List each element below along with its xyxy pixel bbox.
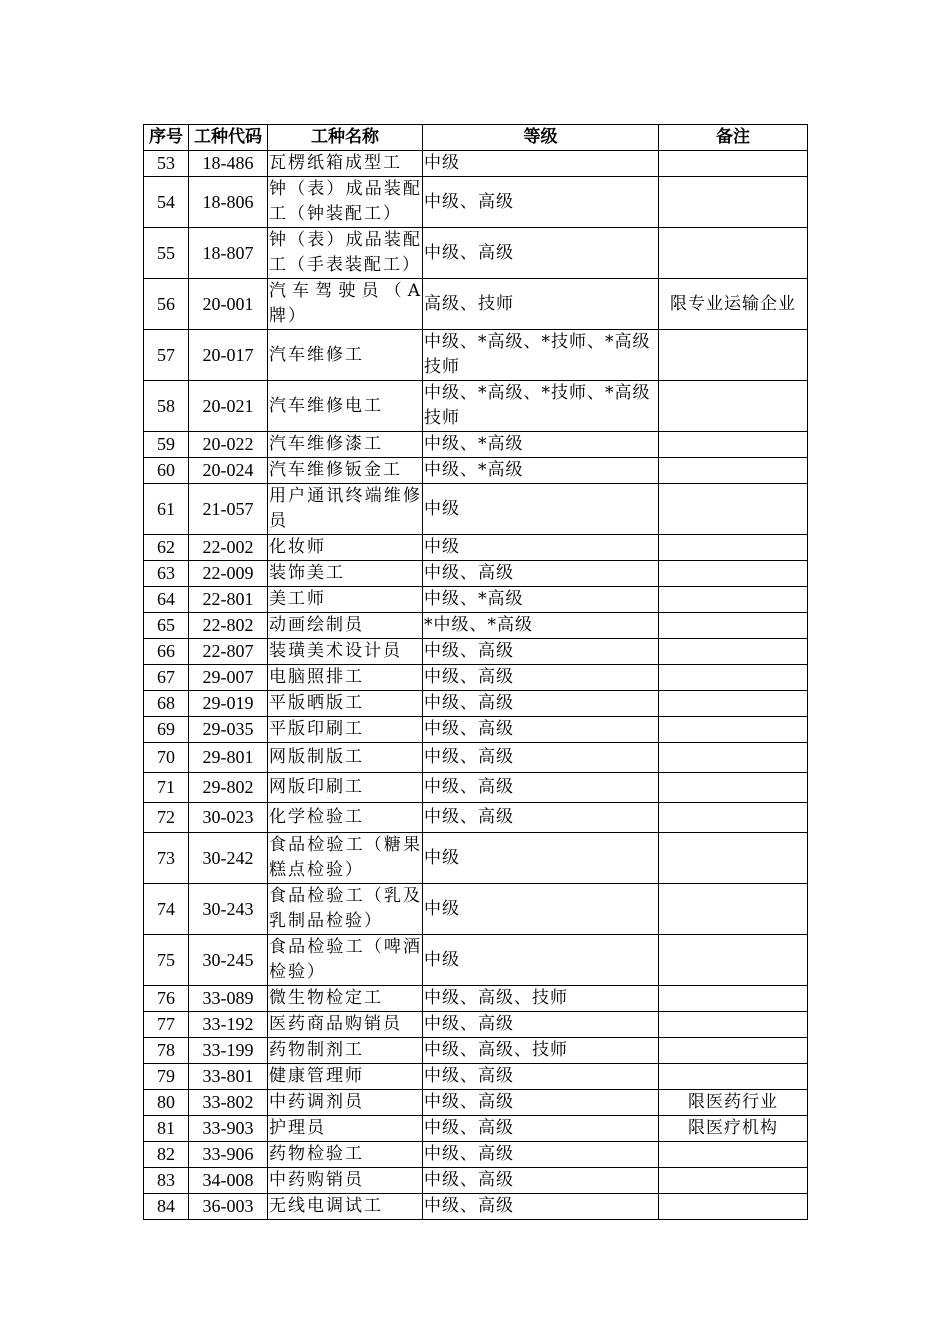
table-row (144, 665, 808, 691)
cell-seq: 58 (144, 381, 189, 432)
table-row (144, 986, 808, 1012)
cell-level: 中级、高级 (423, 665, 659, 691)
cell-level: 中级 (423, 484, 659, 535)
cell-seq: 84 (144, 1194, 189, 1220)
cell-name: 汽车维修钣金工 (268, 458, 423, 484)
cell-name: 汽车驾驶员（A牌） (268, 279, 423, 330)
cell-code: 30-242 (189, 833, 268, 884)
cell-note (659, 458, 808, 484)
cell-code: 22-009 (189, 561, 268, 587)
cell-note (659, 484, 808, 535)
cell-code: 29-801 (189, 743, 268, 773)
cell-seq: 67 (144, 665, 189, 691)
cell-seq: 55 (144, 228, 189, 279)
cell-level: 中级、*高级 (423, 432, 659, 458)
cell-note (659, 1142, 808, 1168)
cell-note: 限专业运输企业 (659, 279, 808, 330)
cell-seq: 73 (144, 833, 189, 884)
cell-name: 用户通讯终端维修员 (268, 484, 423, 535)
cell-seq: 74 (144, 884, 189, 935)
cell-name: 美工师 (268, 587, 423, 613)
cell-note (659, 228, 808, 279)
cell-note (659, 803, 808, 833)
cell-name: 健康管理师 (268, 1064, 423, 1090)
cell-seq: 59 (144, 432, 189, 458)
cell-name: 汽车维修电工 (268, 381, 423, 432)
cell-level: 中级、*高级 (423, 587, 659, 613)
cell-seq: 57 (144, 330, 189, 381)
cell-seq: 62 (144, 535, 189, 561)
cell-code: 22-802 (189, 613, 268, 639)
cell-name: 装璜美术设计员 (268, 639, 423, 665)
cell-code: 36-003 (189, 1194, 268, 1220)
cell-note (659, 381, 808, 432)
cell-note (659, 613, 808, 639)
cell-seq: 77 (144, 1012, 189, 1038)
cell-name: 食品检验工（糖果糕点检验） (268, 833, 423, 884)
cell-note: 限医疗机构 (659, 1116, 808, 1142)
cell-level: 中级、高级 (423, 1064, 659, 1090)
cell-level: 中级、高级、技师 (423, 986, 659, 1012)
cell-code: 20-001 (189, 279, 268, 330)
cell-seq: 61 (144, 484, 189, 535)
table-row (144, 484, 808, 535)
cell-level: 中级、*高级 (423, 458, 659, 484)
table-row (144, 1168, 808, 1194)
cell-code: 33-801 (189, 1064, 268, 1090)
cell-note (659, 884, 808, 935)
header-note: 备注 (659, 125, 808, 151)
cell-level: 中级 (423, 833, 659, 884)
table-header-row (144, 125, 808, 151)
cell-level: 中级、*高级、*技师、*高级技师 (423, 381, 659, 432)
table-row (144, 228, 808, 279)
cell-note (659, 833, 808, 884)
table-row (144, 691, 808, 717)
cell-seq: 72 (144, 803, 189, 833)
cell-seq: 53 (144, 151, 189, 177)
cell-level: 中级、高级 (423, 773, 659, 803)
cell-name: 钟（表）成品装配工（钟装配工） (268, 177, 423, 228)
cell-level: *中级、*高级 (423, 613, 659, 639)
cell-seq: 54 (144, 177, 189, 228)
cell-note: 限医药行业 (659, 1090, 808, 1116)
table-row (144, 330, 808, 381)
cell-code: 33-199 (189, 1038, 268, 1064)
cell-name: 平版晒版工 (268, 691, 423, 717)
cell-note (659, 743, 808, 773)
table-row (144, 717, 808, 743)
table-row (144, 587, 808, 613)
cell-note (659, 935, 808, 986)
cell-note (659, 691, 808, 717)
cell-code: 33-089 (189, 986, 268, 1012)
cell-seq: 56 (144, 279, 189, 330)
table-row (144, 884, 808, 935)
header-code: 工种代码 (189, 125, 268, 151)
cell-code: 33-802 (189, 1090, 268, 1116)
cell-name: 平版印刷工 (268, 717, 423, 743)
cell-seq: 68 (144, 691, 189, 717)
cell-code: 29-802 (189, 773, 268, 803)
cell-code: 22-002 (189, 535, 268, 561)
cell-level: 中级、*高级、*技师、*高级技师 (423, 330, 659, 381)
table-row (144, 1142, 808, 1168)
cell-name: 中药购销员 (268, 1168, 423, 1194)
cell-note (659, 986, 808, 1012)
table-row (144, 639, 808, 665)
table-row (144, 1116, 808, 1142)
occupation-table (143, 124, 808, 1220)
table-row (144, 743, 808, 773)
cell-seq: 71 (144, 773, 189, 803)
header-level: 等级 (423, 125, 659, 151)
cell-seq: 75 (144, 935, 189, 986)
cell-note (659, 665, 808, 691)
cell-seq: 69 (144, 717, 189, 743)
cell-name: 食品检验工（乳及乳制品检验） (268, 884, 423, 935)
cell-name: 网版制版工 (268, 743, 423, 773)
table-row (144, 458, 808, 484)
cell-code: 29-035 (189, 717, 268, 743)
cell-note (659, 639, 808, 665)
cell-name: 电脑照排工 (268, 665, 423, 691)
table-row (144, 1090, 808, 1116)
table-row (144, 279, 808, 330)
cell-level: 中级、高级 (423, 639, 659, 665)
cell-name: 中药调剂员 (268, 1090, 423, 1116)
cell-name: 化学检验工 (268, 803, 423, 833)
cell-note (659, 432, 808, 458)
cell-code: 30-023 (189, 803, 268, 833)
cell-name: 钟（表）成品装配工（手表装配工） (268, 228, 423, 279)
cell-code: 21-057 (189, 484, 268, 535)
cell-name: 网版印刷工 (268, 773, 423, 803)
cell-level: 中级、高级 (423, 803, 659, 833)
cell-name: 护理员 (268, 1116, 423, 1142)
header-name: 工种名称 (268, 125, 423, 151)
cell-seq: 65 (144, 613, 189, 639)
cell-code: 34-008 (189, 1168, 268, 1194)
table-body (144, 151, 808, 1220)
cell-code: 18-806 (189, 177, 268, 228)
cell-seq: 81 (144, 1116, 189, 1142)
cell-code: 20-022 (189, 432, 268, 458)
cell-code: 18-807 (189, 228, 268, 279)
cell-code: 20-024 (189, 458, 268, 484)
cell-level: 中级、高级 (423, 743, 659, 773)
cell-level: 中级 (423, 535, 659, 561)
table-row (144, 1012, 808, 1038)
cell-seq: 79 (144, 1064, 189, 1090)
cell-note (659, 587, 808, 613)
cell-seq: 66 (144, 639, 189, 665)
cell-name: 汽车维修工 (268, 330, 423, 381)
cell-name: 汽车维修漆工 (268, 432, 423, 458)
cell-code: 30-243 (189, 884, 268, 935)
cell-name: 药物检验工 (268, 1142, 423, 1168)
cell-name: 医药商品购销员 (268, 1012, 423, 1038)
table-row (144, 381, 808, 432)
cell-code: 22-801 (189, 587, 268, 613)
cell-name: 药物制剂工 (268, 1038, 423, 1064)
cell-code: 30-245 (189, 935, 268, 986)
table-row (144, 1064, 808, 1090)
cell-seq: 80 (144, 1090, 189, 1116)
cell-note (659, 1194, 808, 1220)
table-row (144, 151, 808, 177)
cell-seq: 82 (144, 1142, 189, 1168)
table-row (144, 935, 808, 986)
table-row (144, 613, 808, 639)
cell-level: 中级、高级 (423, 1142, 659, 1168)
table-row (144, 1038, 808, 1064)
table-row (144, 535, 808, 561)
cell-note (659, 535, 808, 561)
cell-name: 微生物检定工 (268, 986, 423, 1012)
cell-code: 29-019 (189, 691, 268, 717)
cell-level: 中级、高级 (423, 1168, 659, 1194)
cell-level: 中级、高级、技师 (423, 1038, 659, 1064)
cell-level: 高级、技师 (423, 279, 659, 330)
cell-note (659, 561, 808, 587)
cell-note (659, 1012, 808, 1038)
cell-level: 中级 (423, 935, 659, 986)
cell-note (659, 330, 808, 381)
cell-seq: 70 (144, 743, 189, 773)
table-row (144, 803, 808, 833)
cell-level: 中级、高级 (423, 691, 659, 717)
cell-seq: 64 (144, 587, 189, 613)
cell-seq: 78 (144, 1038, 189, 1064)
cell-level: 中级、高级 (423, 1194, 659, 1220)
cell-code: 33-906 (189, 1142, 268, 1168)
cell-seq: 83 (144, 1168, 189, 1194)
cell-code: 20-017 (189, 330, 268, 381)
cell-level: 中级、高级 (423, 1116, 659, 1142)
cell-seq: 63 (144, 561, 189, 587)
cell-level: 中级、高级 (423, 228, 659, 279)
table-row (144, 432, 808, 458)
cell-level: 中级 (423, 884, 659, 935)
cell-note (659, 177, 808, 228)
table-row (144, 833, 808, 884)
cell-code: 33-192 (189, 1012, 268, 1038)
cell-level: 中级、高级 (423, 177, 659, 228)
cell-level: 中级、高级 (423, 1012, 659, 1038)
cell-note (659, 1064, 808, 1090)
cell-code: 18-486 (189, 151, 268, 177)
cell-level: 中级、高级 (423, 1090, 659, 1116)
table-row (144, 177, 808, 228)
cell-note (659, 1168, 808, 1194)
cell-name: 装饰美工 (268, 561, 423, 587)
cell-code: 29-007 (189, 665, 268, 691)
cell-code: 33-903 (189, 1116, 268, 1142)
cell-note (659, 1038, 808, 1064)
cell-seq: 76 (144, 986, 189, 1012)
table-row (144, 561, 808, 587)
cell-level: 中级 (423, 151, 659, 177)
cell-name: 瓦楞纸箱成型工 (268, 151, 423, 177)
cell-level: 中级、高级 (423, 561, 659, 587)
cell-name: 无线电调试工 (268, 1194, 423, 1220)
cell-name: 化妆师 (268, 535, 423, 561)
table-row (144, 1194, 808, 1220)
cell-code: 20-021 (189, 381, 268, 432)
cell-name: 食品检验工（啤酒检验） (268, 935, 423, 986)
cell-seq: 60 (144, 458, 189, 484)
cell-note (659, 773, 808, 803)
cell-level: 中级、高级 (423, 717, 659, 743)
cell-name: 动画绘制员 (268, 613, 423, 639)
table-row (144, 773, 808, 803)
cell-code: 22-807 (189, 639, 268, 665)
cell-note (659, 717, 808, 743)
header-seq: 序号 (144, 125, 189, 151)
cell-note (659, 151, 808, 177)
